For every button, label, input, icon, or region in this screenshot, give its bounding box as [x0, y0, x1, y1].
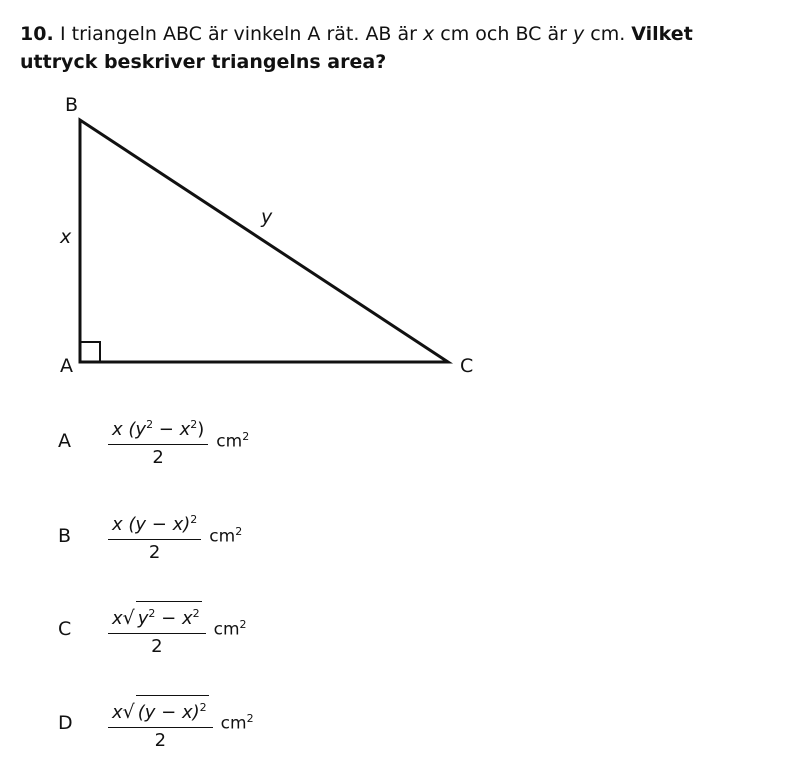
fraction [108, 695, 213, 752]
exponent: 2 [190, 418, 198, 431]
denominator: 2 [148, 542, 161, 563]
question-number: 10. [20, 23, 54, 45]
numerator-var-x: x [112, 514, 123, 535]
radical-sign: √ [122, 606, 135, 629]
denominator: 2 [151, 635, 163, 657]
numerator-part: − x [155, 607, 193, 629]
exponent: 2 [199, 700, 207, 714]
triangle-shape [80, 120, 448, 362]
denominator: 2 [154, 729, 167, 751]
numerator-part: − x [153, 419, 191, 440]
numerator-part: (y [122, 419, 147, 440]
unit-text: cm [220, 713, 247, 734]
numerator [108, 601, 206, 634]
option-c[interactable] [58, 599, 247, 659]
side-label-ab: x [60, 226, 72, 248]
unit [216, 430, 249, 452]
numerator-var-x: x [112, 607, 123, 629]
unit-exponent: 2 [246, 712, 254, 726]
unit [209, 525, 242, 547]
question-var-x: x [423, 23, 435, 45]
question-text-2: cm och BC är [434, 23, 573, 45]
exponent: 2 [148, 606, 156, 620]
question-bold-text: Vilket uttryck beskriver triangelns area? [20, 23, 693, 73]
vertex-label-c: C [460, 355, 474, 377]
unit-text: cm [216, 431, 243, 452]
option-b[interactable] [58, 506, 242, 566]
denominator: 2 [152, 447, 164, 468]
vertex-label-a: A [60, 355, 73, 377]
vertex-label-b: B [65, 94, 79, 116]
question-var-y: y [572, 23, 585, 45]
numerator [108, 508, 201, 540]
option-letter: C [58, 618, 72, 640]
fraction [108, 413, 208, 469]
question-line-1 [20, 20, 770, 76]
question-text [20, 20, 770, 76]
triangle-figure [50, 90, 500, 390]
right-angle-mark [80, 342, 100, 362]
option-letter: D [58, 712, 73, 734]
numerator [108, 695, 213, 728]
exponent: 2 [146, 418, 154, 431]
option-a[interactable] [58, 411, 249, 471]
option-letter: A [58, 430, 71, 452]
side-label-bc: y [261, 206, 273, 228]
option-letter: B [58, 525, 72, 547]
radicand [136, 601, 202, 631]
numerator-part: y [137, 607, 149, 629]
question-text-3: cm. [584, 23, 632, 45]
unit [214, 618, 247, 640]
unit-exponent: 2 [239, 618, 247, 632]
numerator-part: (y − x) [122, 514, 191, 535]
numerator [108, 413, 208, 445]
unit-exponent: 2 [242, 430, 250, 444]
radicand [136, 695, 209, 725]
unit-exponent: 2 [235, 525, 243, 539]
question-text-1: I triangeln ABC är vinkeln A rät. AB är [60, 23, 424, 45]
option-d[interactable] [58, 693, 254, 753]
radical-sign: √ [122, 700, 135, 723]
numerator-var-x: x [112, 419, 123, 440]
numerator-var-x: x [112, 701, 123, 723]
fraction [108, 601, 206, 658]
unit-text: cm [213, 619, 240, 640]
fraction [108, 508, 201, 564]
unit [221, 712, 254, 734]
exponent: 2 [190, 513, 198, 526]
numerator-part: (y − x) [137, 701, 200, 723]
exponent: 2 [192, 606, 200, 620]
numerator-part: ) [197, 419, 205, 440]
unit-text: cm [209, 526, 236, 547]
triangle-svg [50, 90, 500, 390]
